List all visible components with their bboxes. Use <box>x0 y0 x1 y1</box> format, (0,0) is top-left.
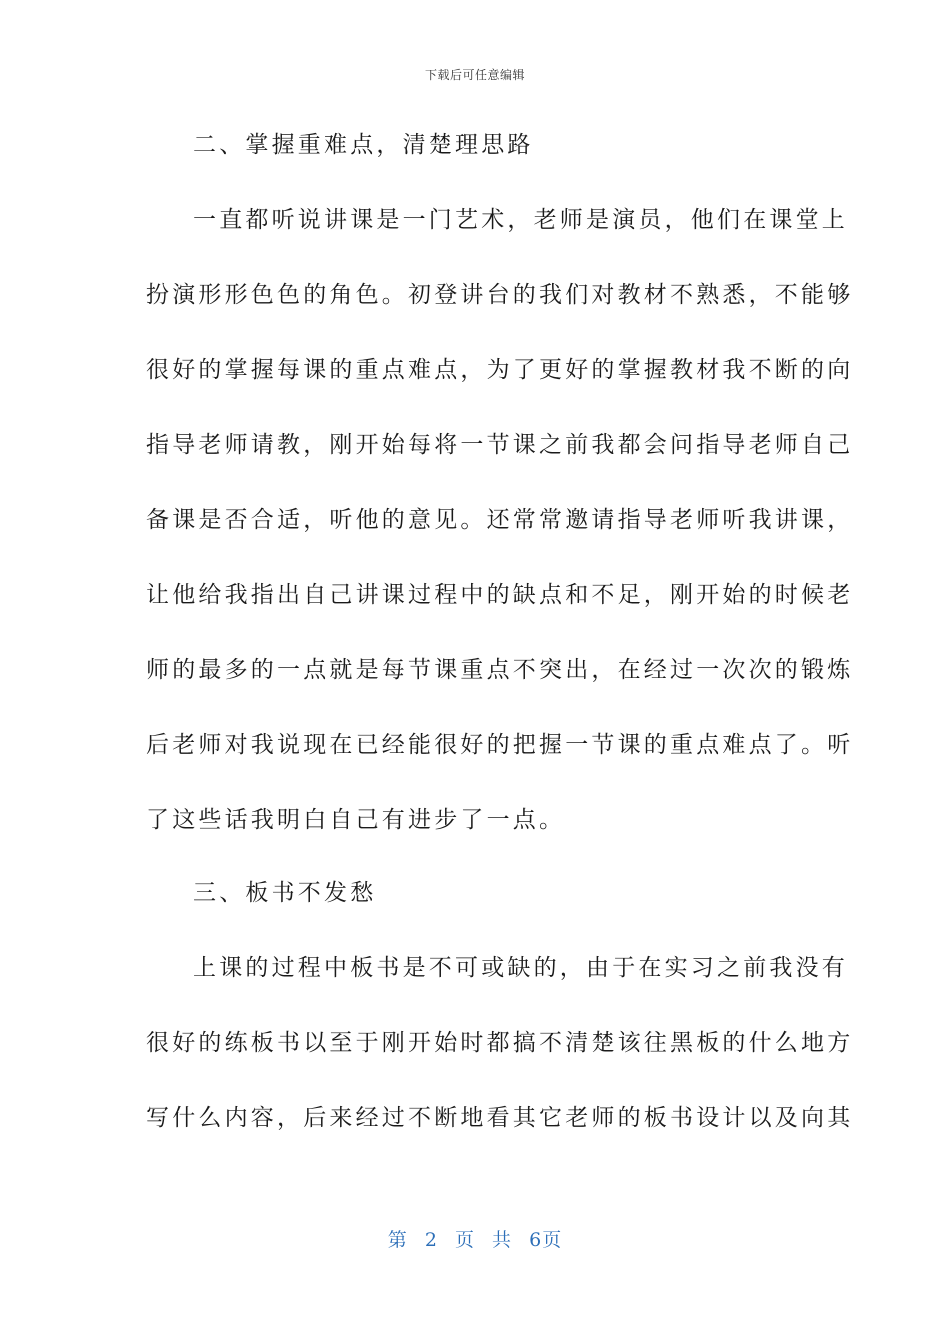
paragraph-line: 很好的掌握每课的重点难点，为了更好的掌握教材我不断的向 <box>146 357 854 383</box>
paragraph-line: 后老师对我说现在已经能很好的把握一节课的重点难点了。听 <box>146 732 854 758</box>
paragraph-line: 上课的过程中板书是不可或缺的，由于在实习之前我没有 <box>193 955 848 981</box>
paragraph-line: 扮演形形色色的角色。初登讲台的我们对教材不熟悉，不能够 <box>146 282 854 308</box>
paragraph-line: 了这些话我明白自己有进步了一点。 <box>146 807 566 833</box>
paragraph-line: 一直都听说讲课是一门艺术，老师是演员，他们在课堂上 <box>193 207 848 233</box>
footer-current-page: 2 <box>424 1229 438 1251</box>
footer-unit-label: 页 <box>454 1229 475 1251</box>
paragraph-line: 指导老师请教，刚开始每将一节课之前我都会问指导老师自己 <box>146 432 854 458</box>
page-footer <box>0 1225 950 1252</box>
page-header: 下载后可任意编辑 <box>424 68 525 82</box>
footer-page-label: 第 <box>387 1229 408 1251</box>
paragraph-line: 师的最多的一点就是每节课重点不突出，在经过一次次的锻炼 <box>146 657 854 683</box>
section-heading-3: 三、板书不发愁 <box>193 880 377 906</box>
footer-total-label: 共 <box>492 1229 513 1251</box>
paragraph-line: 写什么内容，后来经过不断地看其它老师的板书设计以及向其 <box>146 1105 854 1131</box>
paragraph-line: 很好的练板书以至于刚开始时都搞不清楚该往黑板的什么地方 <box>146 1030 854 1056</box>
section-heading-2: 二、掌握重难点，清楚理思路 <box>193 132 534 158</box>
footer-total-pages: 6页 <box>529 1229 563 1251</box>
paragraph-line: 备课是否合适，听他的意见。还常常邀请指导老师听我讲课， <box>146 507 854 533</box>
paragraph-line: 让他给我指出自己讲课过程中的缺点和不足，刚开始的时候老 <box>146 582 854 608</box>
